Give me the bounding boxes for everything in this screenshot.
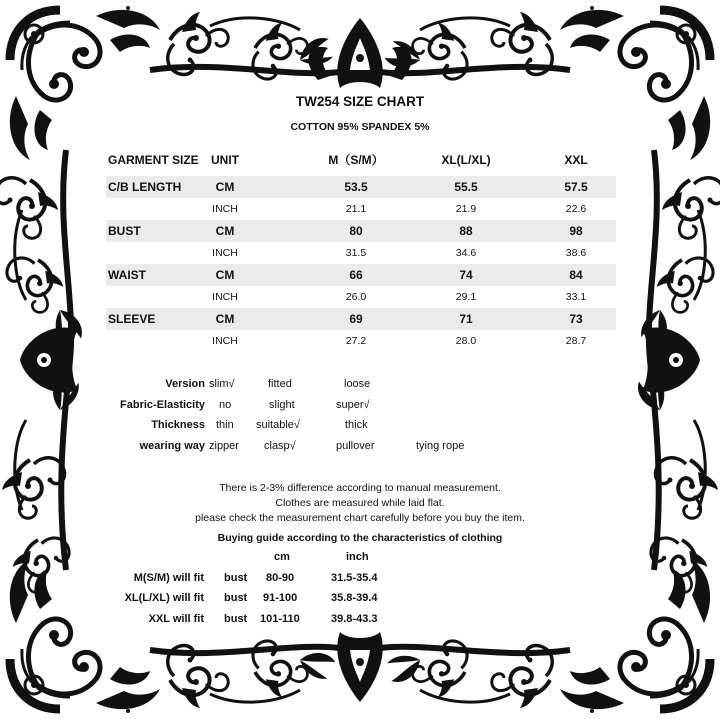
guide-inch: 39.8-43.3 (331, 612, 378, 625)
buying-guide-row (0, 592, 720, 613)
row-unit: INCH (212, 203, 238, 215)
table-row (106, 198, 616, 220)
attribute-label: Version (165, 378, 205, 390)
guide-inch: 31.5-35.4 (331, 571, 378, 584)
guide-size: XXL will fit (148, 612, 204, 625)
attribute-option: loose (344, 378, 371, 390)
buying-guide-title: Buying guide according to the characteristics of clothing (217, 532, 503, 544)
attribute-option: pullover (336, 439, 375, 452)
attribute-option: tying rope (416, 439, 465, 452)
header-garment-size: GARMENT SIZE (108, 153, 199, 167)
value-m: 69 (349, 312, 363, 326)
fabric-composition: COTTON 95% SPANDEX 5% (290, 121, 430, 133)
row-unit: CM (215, 312, 235, 326)
buying-guide-row (0, 613, 720, 634)
row-label: BUST (108, 224, 141, 238)
note-line: Clothes are measured while laid flat. (275, 497, 445, 509)
value-m: 21.1 (345, 203, 367, 215)
note-line: There is 2-3% difference according to manual measurement. (219, 482, 501, 494)
header-size-xl: XL(L/XL) (441, 153, 491, 167)
row-label: WAIST (108, 268, 146, 282)
value-xl: 71 (459, 312, 473, 326)
value-m: 27.2 (345, 335, 367, 347)
value-m: 66 (349, 268, 363, 282)
value-m: 31.5 (345, 247, 367, 259)
table-row (106, 176, 616, 198)
attribute-option: no (219, 398, 232, 411)
value-m: 26.0 (345, 291, 367, 303)
guide-part: bust (224, 571, 248, 584)
guide-col-inch: inch (346, 551, 369, 563)
value-xl: 88 (459, 224, 473, 238)
row-unit: CM (215, 224, 235, 238)
table-row (106, 220, 616, 242)
value-xxl: 73 (569, 312, 583, 326)
attribute-option: thin (216, 419, 234, 431)
attribute-option: thick (345, 419, 368, 431)
guide-cm: 80-90 (266, 571, 295, 584)
measurement-notes (0, 481, 720, 526)
value-xxl: 33.1 (565, 291, 587, 303)
attribute-label: Thickness (151, 419, 205, 431)
value-xl: 74 (459, 268, 473, 282)
table-row (106, 308, 616, 330)
row-label: C/B LENGTH (108, 180, 182, 194)
guide-size: M(S/M) will fit (133, 571, 204, 584)
guide-cm: 101-110 (260, 612, 300, 625)
row-unit: INCH (212, 291, 238, 303)
table-row (106, 264, 616, 286)
buying-guide (0, 551, 720, 633)
guide-size: XL(L/XL) will fit (124, 592, 204, 604)
attribute-row-elasticity (0, 399, 720, 420)
value-m: 80 (349, 224, 363, 238)
attribute-option: slight (269, 398, 295, 411)
row-unit: CM (215, 268, 235, 282)
attribute-option: super√ (336, 398, 370, 411)
value-xxl: 98 (569, 224, 583, 238)
attribute-label: Fabric-Elasticity (120, 398, 205, 411)
guide-part: bust (224, 592, 248, 604)
value-xxl: 28.7 (565, 335, 587, 347)
table-row (106, 286, 616, 308)
header-unit: UNIT (211, 153, 239, 167)
attribute-option: fitted (268, 378, 292, 390)
value-xxl: 84 (569, 268, 583, 282)
attribute-label: wearing way (139, 439, 205, 452)
attribute-option: zipper (209, 439, 239, 452)
row-unit: INCH (212, 247, 238, 259)
row-label: SLEEVE (108, 312, 156, 326)
value-xl: 34.6 (455, 247, 477, 259)
row-unit: CM (215, 180, 235, 194)
guide-cm: 91-100 (263, 592, 298, 604)
garment-attributes (0, 378, 720, 460)
buying-guide-header (0, 551, 720, 572)
row-unit: INCH (212, 335, 238, 347)
table-row (106, 330, 616, 352)
value-xxl: 57.5 (564, 180, 588, 194)
value-xl: 29.1 (455, 291, 477, 303)
attribute-row-version (0, 378, 720, 399)
note-line: please check the measurement chart carefully before you buy the item. (195, 512, 525, 524)
size-table (106, 148, 616, 352)
value-xxl: 38.6 (565, 247, 587, 259)
value-m: 53.5 (344, 180, 368, 194)
attribute-option: slim√ (209, 378, 235, 390)
table-row (106, 242, 616, 264)
header-size-xxl: XXL (564, 153, 588, 167)
size-table-header (106, 148, 616, 176)
value-xl: 21.9 (455, 203, 477, 215)
attribute-option: suitable√ (256, 419, 300, 431)
header-size-m: M（S/M） (328, 153, 384, 167)
value-xl: 55.5 (454, 180, 478, 194)
guide-col-cm: cm (274, 551, 290, 563)
attribute-row-wearing-way (0, 440, 720, 461)
attribute-option: clasp√ (264, 439, 296, 452)
value-xxl: 22.6 (565, 203, 587, 215)
guide-part: bust (224, 612, 248, 625)
value-xl: 28.0 (455, 335, 477, 347)
guide-inch: 35.8-39.4 (331, 592, 378, 604)
buying-guide-row (0, 572, 720, 593)
chart-title: TW254 SIZE CHART (295, 94, 425, 109)
attribute-row-thickness (0, 419, 720, 440)
